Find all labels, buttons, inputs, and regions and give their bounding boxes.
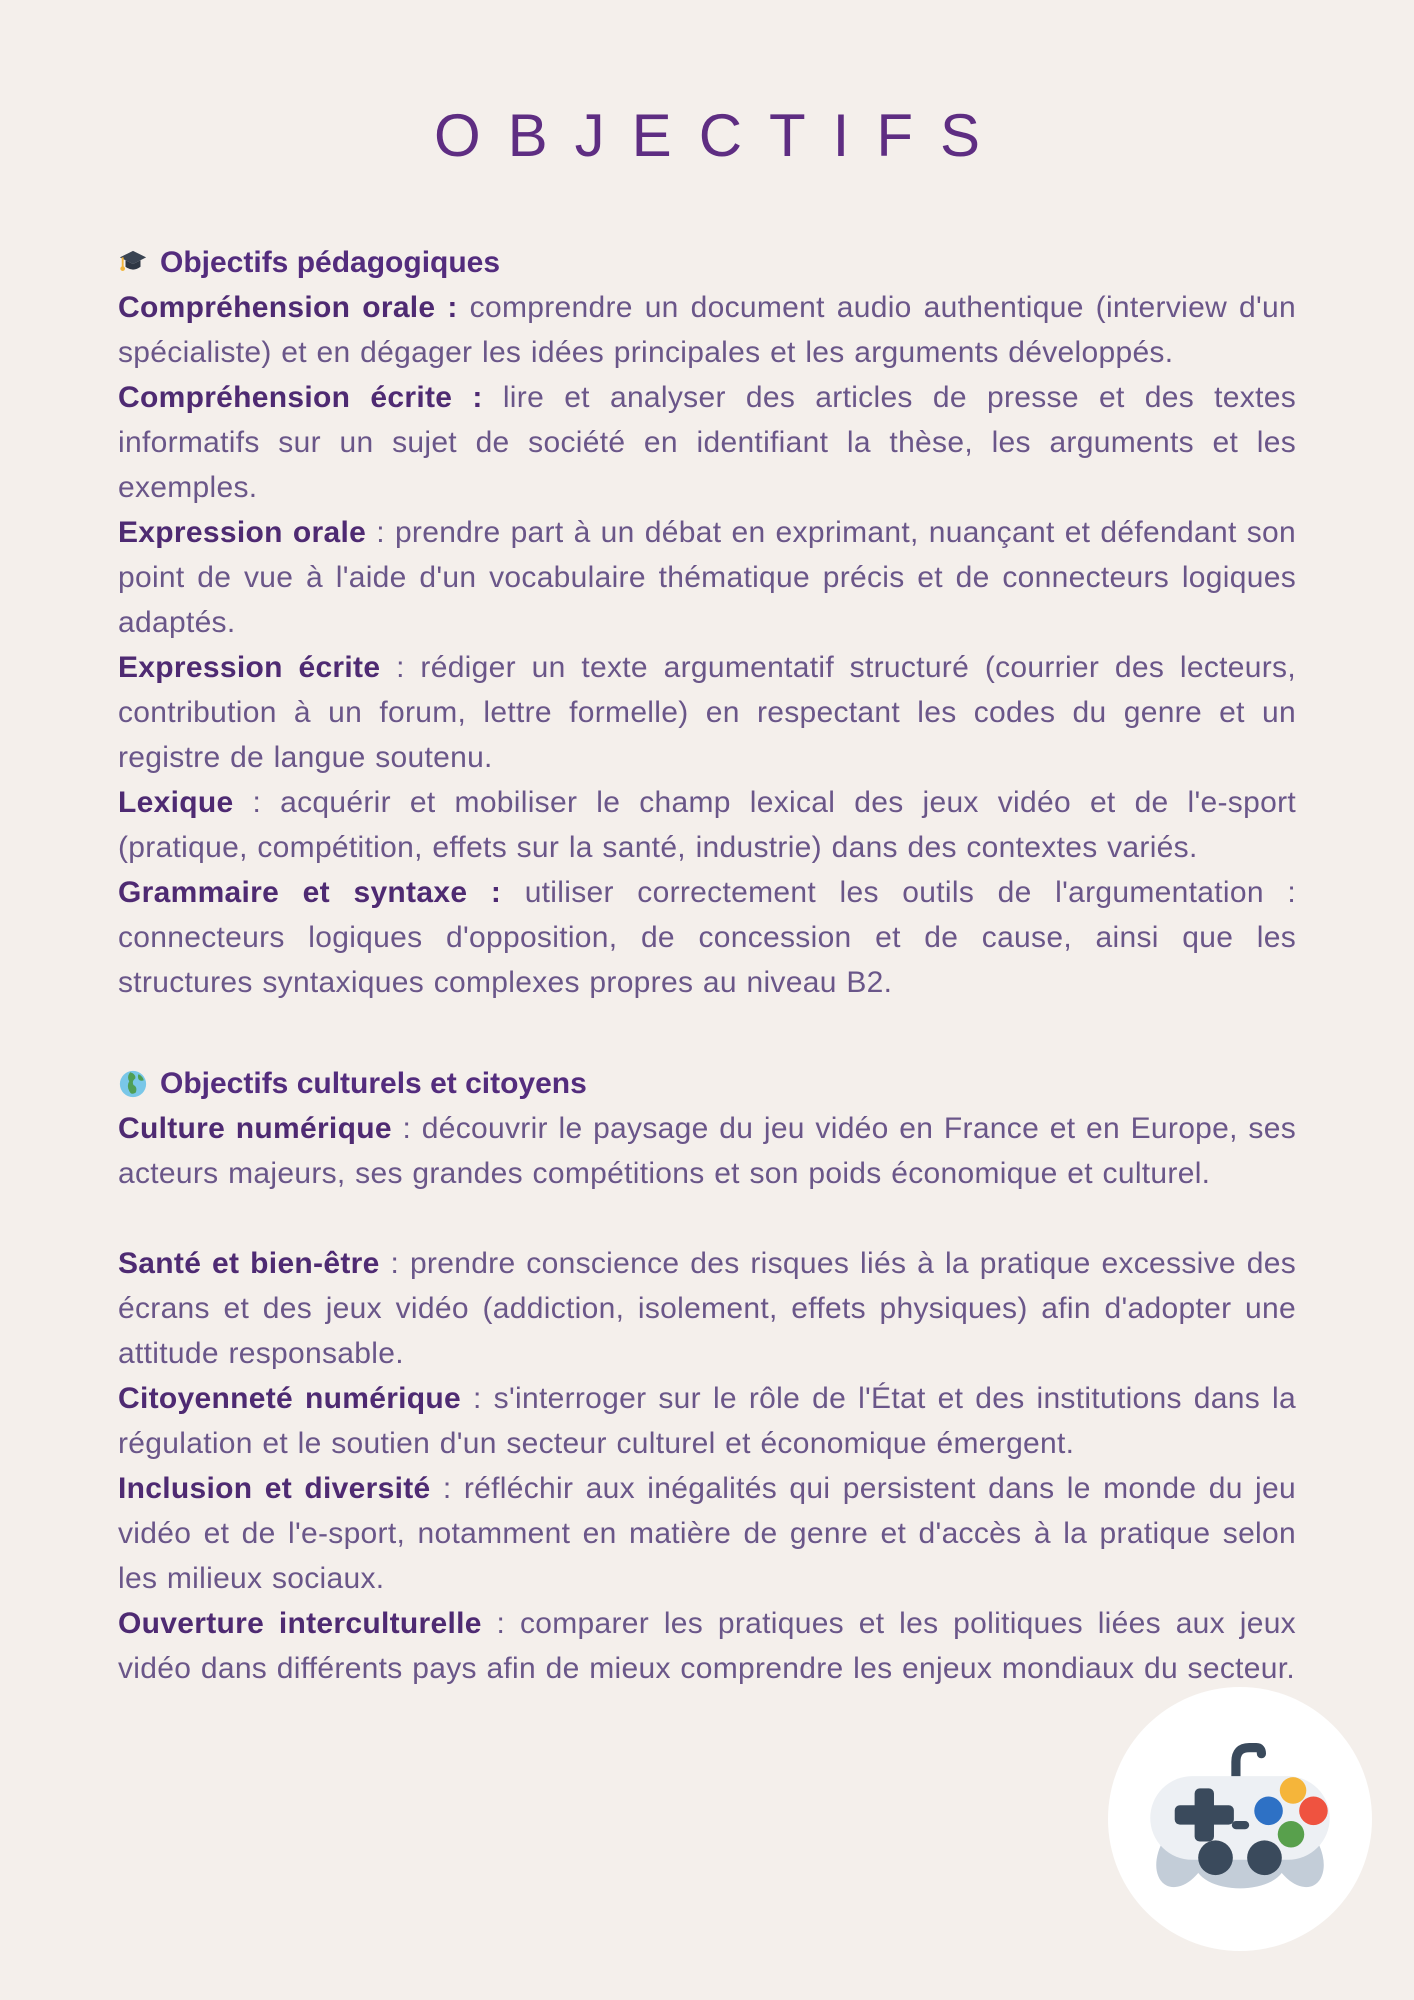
paragraph-label: Inclusion et diversité bbox=[118, 1472, 431, 1505]
paragraph bbox=[118, 870, 1296, 1005]
paragraph-label: Citoyenneté numérique bbox=[118, 1382, 462, 1415]
game-controller-icon bbox=[1108, 1687, 1372, 1951]
paragraph bbox=[118, 1241, 1296, 1376]
paragraph-label: Compréhension écrite : bbox=[118, 381, 483, 414]
paragraph-text: : prendre conscience des risques liés à la pratique excessive des écrans et des jeux vidéo (addiction, isolement, effets physiques) afin d'adopter une attitude responsable. bbox=[118, 1247, 1296, 1370]
paragraph-label: Santé et bien-être bbox=[118, 1247, 380, 1280]
paragraph-text: : rédiger un texte argumentatif structuré (courrier des lecteurs, contribution à un forum, lettre formelle) en respectant les codes du genre et un registre de langue soutenu. bbox=[118, 651, 1296, 774]
paragraph-label: Expression orale bbox=[118, 516, 367, 549]
paragraph-text: : acquérir et mobiliser le champ lexical des jeux vidéo et de l'e-sport (pratique, compétition, effets sur la santé, industrie) dans des contextes variés. bbox=[118, 786, 1296, 864]
paragraph bbox=[118, 645, 1296, 780]
section-heading bbox=[118, 1061, 1296, 1106]
section-objectifs-pedagogiques bbox=[118, 240, 1296, 1005]
section-objectifs-culturels bbox=[118, 1061, 1296, 1691]
paragraph-text: : s'interroger sur le rôle de l'État et des institutions dans la régulation et le soutien d'un secteur culturel et économique émergent. bbox=[118, 1382, 1297, 1460]
paragraph bbox=[118, 780, 1296, 870]
paragraph bbox=[118, 375, 1296, 510]
paragraph-text: utiliser correctement les outils de l'argumentation : connecteurs logiques d'opposition, de concession et de cause, ainsi que les structures syntaxiques complexes propres au niveau B2. bbox=[118, 876, 1297, 999]
paragraph bbox=[118, 285, 1296, 375]
paragraph-label: Compréhension orale : bbox=[118, 291, 458, 324]
graduation-cap-icon bbox=[118, 248, 148, 278]
section-heading-label: Objectifs pédagogiques bbox=[160, 246, 501, 279]
paragraph-text: : réfléchir aux inégalités qui persistent dans le monde du jeu vidéo et de l'e-sport, notamment en matière de genre et d'accès à la pratique selon les milieux sociaux. bbox=[118, 1472, 1296, 1595]
globe-icon bbox=[118, 1069, 148, 1099]
section-heading bbox=[118, 240, 1296, 285]
document-page bbox=[118, 100, 1296, 1691]
paragraph-text: comprendre un document audio authentique (interview d'un spécialiste) et en dégager les idées principales et les arguments développés. bbox=[118, 291, 1296, 369]
paragraph bbox=[118, 1106, 1296, 1196]
paragraph bbox=[118, 510, 1296, 645]
page-title: OBJECTIFS bbox=[433, 102, 1008, 169]
paragraph bbox=[118, 1601, 1296, 1691]
paragraph-label: Grammaire et syntaxe : bbox=[118, 876, 502, 909]
paragraph-label: Culture numérique bbox=[118, 1112, 392, 1145]
paragraph-label: Expression écrite bbox=[118, 651, 381, 684]
paragraph-text: : prendre part à un débat en exprimant, nuançant et défendant son point de vue à l'aide d'un vocabulaire thématique précis et de connecteurs logiques adaptés. bbox=[118, 516, 1296, 639]
paragraph bbox=[118, 1376, 1296, 1466]
paragraph-text: : comparer les pratiques et les politiques liées aux jeux vidéo dans différents pays afin de mieux comprendre les enjeux mondiaux du secteur. bbox=[118, 1607, 1296, 1685]
section-heading-label: Objectifs culturels et citoyens bbox=[160, 1067, 587, 1100]
paragraph-text: lire et analyser des articles de presse et des textes informatifs sur un sujet de société en identifiant la thèse, les arguments et les exemples. bbox=[118, 381, 1296, 504]
paragraph-text: : découvrir le paysage du jeu vidéo en France et en Europe, ses acteurs majeurs, ses grandes compétitions et son poids économique et culturel. bbox=[118, 1112, 1297, 1190]
paragraph bbox=[118, 1466, 1296, 1601]
paragraph-label: Lexique bbox=[118, 786, 234, 819]
paragraph-label: Ouverture interculturelle bbox=[118, 1607, 482, 1640]
